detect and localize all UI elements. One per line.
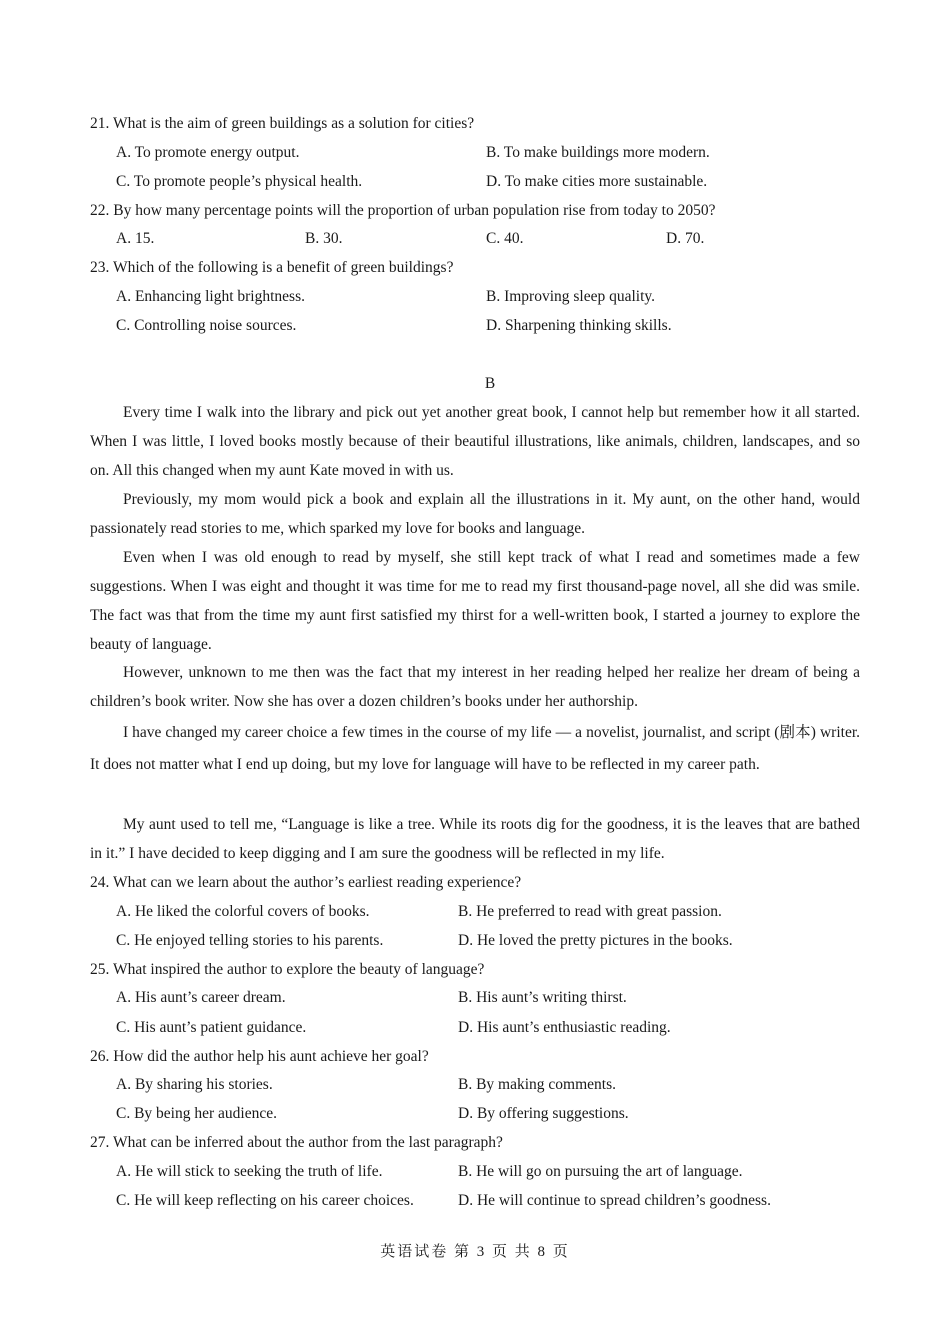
- passage-paragraph-4: However, unknown to me then was the fact that my interest in her reading helped her realize her dream of being a children’s book writer. Now she has over a dozen children’s books under her authorship.: [90, 664, 860, 710]
- question-24-option-b: B. He preferred to read with great passion.: [458, 903, 722, 920]
- question-24-stem: 24. What can we learn about the author’s earliest reading experience?: [90, 874, 522, 891]
- passage-paragraph-2: Previously, my mom would pick a book and explain all the illustrations in it. My aunt, on the other hand, would passionately read stories to me, which sparked my love for books and language.: [90, 491, 860, 537]
- question-21-option-a: A. To promote energy output.: [116, 144, 300, 161]
- passage-paragraph-5: I have changed my career choice a few times in the course of my life — a novelist, journalist, and script (剧本) writer. It does not matter what I end up doing, but my love for language will have to be reflected in my career path.: [90, 724, 860, 773]
- question-22-option-b: B. 30.: [305, 230, 343, 247]
- question-22-option-d: D. 70.: [666, 230, 705, 247]
- question-22-stem: 22. By how many percentage points will the proportion of urban population rise from today to 2050?: [90, 202, 716, 219]
- question-24-option-c: C. He enjoyed telling stories to his parents.: [116, 932, 384, 949]
- question-26-option-a: A. By sharing his stories.: [116, 1076, 273, 1093]
- question-25-stem: 25. What inspired the author to explore the beauty of language?: [90, 961, 485, 978]
- question-25-option-a: A. His aunt’s career dream.: [116, 989, 286, 1006]
- question-21-option-c: C. To promote people’s physical health.: [116, 173, 363, 190]
- question-27-stem: 27. What can be inferred about the author from the last paragraph?: [90, 1134, 503, 1151]
- section-b-title: B: [484, 375, 496, 392]
- question-23-option-d: D. Sharpening thinking skills.: [486, 317, 672, 334]
- question-22-option-c: C. 40.: [486, 230, 524, 247]
- question-21-option-d: D. To make cities more sustainable.: [486, 173, 708, 190]
- question-26-option-d: D. By offering suggestions.: [458, 1105, 629, 1122]
- question-23-stem: 23. Which of the following is a benefit of green buildings?: [90, 259, 454, 276]
- question-21-option-b: B. To make buildings more modern.: [486, 144, 710, 161]
- passage-paragraph-3: Even when I was old enough to read by myself, she still kept track of what I read and sometimes made a few suggestions. When I was eight and thought it was time for me to read my first thousand-page novel, all she did was smile. The fact was that from the time my aunt first satisfied my thirst for a well-written book, I started a journey to explore the beauty of language.: [90, 549, 860, 653]
- question-25-option-d: D. His aunt’s enthusiastic reading.: [458, 1019, 671, 1036]
- question-21-stem: 21. What is the aim of green buildings as a solution for cities?: [90, 115, 475, 132]
- question-22-option-a: A. 15.: [116, 230, 155, 247]
- question-23-option-a: A. Enhancing light brightness.: [116, 288, 305, 305]
- question-27-option-b: B. He will go on pursuing the art of language.: [458, 1163, 743, 1180]
- question-26-stem: 26. How did the author help his aunt achieve her goal?: [90, 1048, 429, 1065]
- question-24-option-d: D. He loved the pretty pictures in the books.: [458, 932, 733, 949]
- question-25-option-c: C. His aunt’s patient guidance.: [116, 1019, 307, 1036]
- passage-paragraph-6: My aunt used to tell me, “Language is like a tree. While its roots dig for the goodness, it is the leaves that are bathed in it.” I have decided to keep digging and I am sure the goodness will be reflected in my life.: [90, 816, 860, 862]
- passage-paragraph-1: Every time I walk into the library and pick out yet another great book, I cannot help but remember how it all started. When I was little, I loved books mostly because of their beautiful illustrations, like animals, children, landscapes, and so on. All this changed when my aunt Kate moved in with us.: [90, 404, 860, 479]
- page-footer: 英语试卷 第 3 页 共 8 页: [380, 1244, 570, 1260]
- question-27-option-a: A. He will stick to seeking the truth of life.: [116, 1163, 383, 1180]
- question-26-option-b: B. By making comments.: [458, 1076, 617, 1093]
- question-27-option-c: C. He will keep reflecting on his career choices.: [116, 1192, 414, 1209]
- question-25-option-b: B. His aunt’s writing thirst.: [458, 989, 627, 1006]
- question-24-option-a: A. He liked the colorful covers of books.: [116, 903, 370, 920]
- question-26-option-c: C. By being her audience.: [116, 1105, 277, 1122]
- question-23-option-b: B. Improving sleep quality.: [486, 288, 656, 305]
- question-23-option-c: C. Controlling noise sources.: [116, 317, 297, 334]
- question-27-option-d: D. He will continue to spread children’s goodness.: [458, 1192, 771, 1209]
